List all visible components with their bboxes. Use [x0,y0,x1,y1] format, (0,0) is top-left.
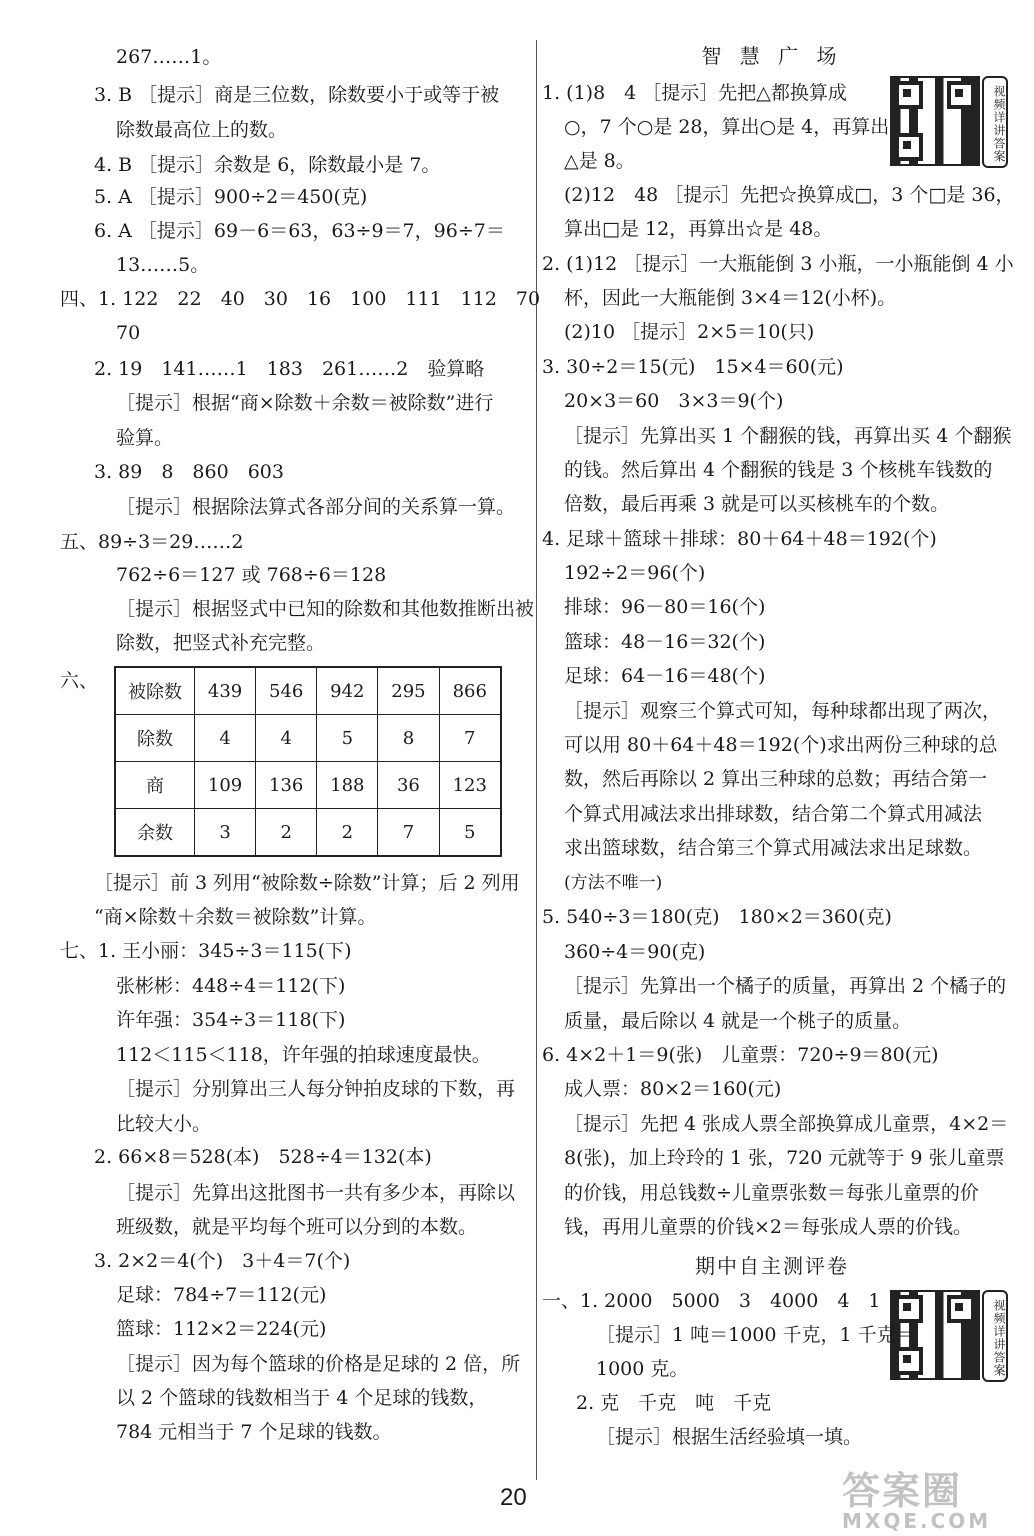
answer-line: ［提示］先算出一个橘子的质量，再算出 2 个橘子的 [564,975,1007,997]
section-title-wisdom-square: 智 慧 广 场 [701,44,843,68]
answer-line: ［提示］1 吨＝1000 千克，1 千克＝ [596,1324,915,1346]
answer-line: 6. A ［提示］69－6＝63，63÷9＝7，96÷7＝ [94,220,505,242]
answer-line: 192÷2＝96(个) [564,562,706,584]
table-cell: 942 [317,667,378,715]
answer-line: 五、89÷3＝29……2 [60,531,244,553]
answer-line: 求出篮球数，结合第三个算式用减法求出足球数。 [564,837,983,859]
answer-line: ［提示］先把 4 张成人票全部换算成儿童票，4×2＝ [564,1113,1009,1135]
answer-line: 2. 66×8＝528(本) 528÷4＝132(本) [94,1146,432,1168]
table-cell: 被除数 [115,667,195,715]
answer-line: 3. 30÷2＝15(元) 15×4＝60(元) [542,356,844,378]
answer-line: 3. B ［提示］商是三位数，除数要小于或等于被 [94,84,500,106]
table-cell: 除数 [115,715,195,762]
answer-line: (2)10 ［提示］2×5＝10(只) [564,321,815,343]
answer-line: 排球：96－80＝16(个) [564,596,766,618]
answer-line: 267……1。 [116,46,222,68]
answer-line: 762÷6＝127 或 768÷6＝128 [116,564,387,586]
answer-line: 112＜115＜118，许年强的拍球速度最快。 [116,1044,491,1066]
table-cell: 4 [195,715,256,762]
answer-line: “商×除数＋余数＝被除数”计算。 [94,906,377,928]
answer-line: ［提示］根据生活经验填一填。 [596,1426,863,1448]
table-cell: 2 [256,809,317,857]
table-section-label: 六、 [60,670,99,692]
table-cell: 136 [256,762,317,809]
table-cell: 5 [439,809,501,857]
answer-line: 比较大小。 [116,1113,212,1135]
division-table [114,666,502,857]
answer-line: 张彬彬：448÷4＝112(下) [116,975,346,997]
table-cell: 余数 [115,809,195,857]
answer-line: 质量，最后除以 4 就是一个桃子的质量。 [564,1010,912,1032]
answer-line: 的钱。然后算出 4 个翻猴的钱是 3 个核桃车钱数的 [564,459,993,481]
answer-line: 5. 540÷3＝180(克) 180×2＝360(克) [542,906,892,928]
answer-line: 篮球：48－16＝32(个) [564,631,766,653]
answer-line: 许年强：354÷3＝118(下) [116,1009,346,1031]
answer-line: 2. 克 千克 吨 千克 [576,1392,772,1414]
page-number: 20 [500,1484,527,1511]
video-answer-badge: 视频详讲答案 [982,76,1008,168]
table-cell: 3 [195,809,256,857]
answer-line: 13……5。 [116,254,210,276]
answer-line: 算出□是 12，再算出☆是 48。 [564,218,833,240]
table-row [115,715,501,762]
table-cell: 36 [378,762,439,809]
answer-line: 2. 19 141……1 183 261……2 验算略 [94,358,485,380]
answer-line: 钱，再用儿童票的价钱×2＝每张成人票的价钱。 [564,1216,973,1238]
answer-line: 360÷4＝90(克) [564,941,706,963]
table-cell: 商 [115,762,195,809]
table-cell: 4 [256,715,317,762]
answer-line: 4. B ［提示］余数是 6，除数最小是 7。 [94,154,441,176]
table-row [115,667,501,715]
answer-line: ［提示］根据“商×除数＋余数＝被除数”进行 [116,392,494,414]
table-cell: 7 [439,715,501,762]
answer-line: 6. 4×2＋1＝9(张) 儿童票：720÷9＝80(元) [542,1044,939,1066]
table-cell: 109 [195,762,256,809]
answer-line: 除数，把竖式补充完整。 [116,632,326,654]
answer-line: 倍数，最后再乘 3 就是可以买核桃车的个数。 [564,493,950,515]
answer-line: 1. (1)8 4 ［提示］先把△都换算成 [542,82,847,104]
answer-line: ○，7 个○是 28，算出○是 4，再算出 [564,116,890,138]
answer-line: 784 元相当于 7 个足球的钱数。 [116,1421,392,1443]
answer-line: ［提示］前 3 列用“被除数÷除数”计算；后 2 列用 [94,872,520,894]
table-cell: 295 [378,667,439,715]
table-row [115,809,501,857]
answer-line: ［提示］分别算出三人每分钟拍皮球的下数，再 [116,1078,516,1100]
table-cell: 123 [439,762,501,809]
answer-line: 2. (1)12 ［提示］一大瓶能倒 3 小瓶，一小瓶能倒 4 小 [542,253,1014,275]
answer-line: 四、1. 122 22 40 30 16 100 111 112 70 [60,288,541,310]
answer-line: 篮球：112×2＝224(元) [116,1318,327,1340]
answer-line: ［提示］先算出买 1 个翻猴的钱，再算出买 4 个翻猴 [564,425,1012,447]
answer-line: 成人票：80×2＝160(元) [564,1078,782,1100]
answer-line: 足球：64－16＝48(个) [564,665,766,687]
answer-line: 以 2 个篮球的钱数相当于 4 个足球的钱数， [116,1387,488,1409]
answer-line: 1000 克。 [596,1358,689,1380]
answer-line: △是 8。 [564,150,635,172]
answer-line: 8(张)，加上玲玲的 1 张，720 元就等于 9 张儿童票 [564,1147,1005,1169]
table-cell: 2 [317,809,378,857]
answer-line: 除数最高位上的数。 [116,119,288,141]
answer-line: 验算。 [116,427,174,449]
answer-line: (方法不唯一) [564,873,663,893]
answer-line: 班级数，就是平均每个班可以分到的本数。 [116,1216,478,1238]
answer-line: 一、1. 2000 5000 3 4000 4 1 [542,1290,881,1312]
table-cell: 8 [378,715,439,762]
answer-line: 七、1. 王小丽：345÷3＝115(下) [60,940,352,962]
answer-line: (2)12 48 ［提示］先把☆换算成□，3 个□是 36， [564,184,1015,206]
answer-line: 3. 2×2＝4(个) 3＋4＝7(个) [94,1250,351,1272]
answer-line: 20×3＝60 3×3＝9(个) [564,390,784,412]
watermark-bottom: MXQE.COM [842,1509,992,1533]
video-answer-badge: 视频详讲答案 [982,1290,1008,1382]
table-cell: 188 [317,762,378,809]
qr-code[interactable] [890,76,980,166]
answer-line: 5. A ［提示］900÷2＝450(克) [94,186,368,208]
watermark-logo [842,1460,1022,1532]
answer-line: 3. 89 8 860 603 [94,461,284,483]
table-cell: 5 [317,715,378,762]
table-cell: 7 [378,809,439,857]
answer-line: 70 [116,322,141,344]
answer-line: 杯，因此一大瓶能倒 3×4＝12(小杯)。 [564,287,897,309]
answer-line: 可以用 80＋64＋48＝192(个)求出两份三种球的总 [564,734,998,756]
answer-line: ［提示］根据竖式中已知的除数和其他数推断出被 [116,598,535,620]
table-cell: 546 [256,667,317,715]
table-row [115,762,501,809]
answer-line: ［提示］根据除法算式各部分间的关系算一算。 [116,496,516,518]
column-divider [536,40,537,1480]
answer-line: 数，然后再除以 2 算出三种球的总数；再结合第一 [564,768,988,790]
answer-line: 4. 足球＋篮球＋排球：80＋64＋48＝192(个) [542,528,937,550]
answer-line: ［提示］因为每个篮球的价格是足球的 2 倍，所 [116,1353,521,1375]
section-title-midterm-test: 期中自主测评卷 [695,1254,849,1278]
answer-line: 足球：784÷7＝112(元) [116,1284,327,1306]
answer-line: 的价钱，用总钱数÷儿童票张数＝每张儿童票的价 [564,1182,979,1204]
watermark-top: 答案圈 [842,1469,963,1513]
answer-line: ［提示］先算出这批图书一共有多少本，再除以 [116,1182,516,1204]
table-cell: 866 [439,667,501,715]
answer-line: ［提示］观察三个算式可知，每种球都出现了两次， [564,700,1002,722]
table-cell: 439 [195,667,256,715]
answer-line: 个算式用减法求出排球数，结合第二个算式用减法 [564,803,983,825]
